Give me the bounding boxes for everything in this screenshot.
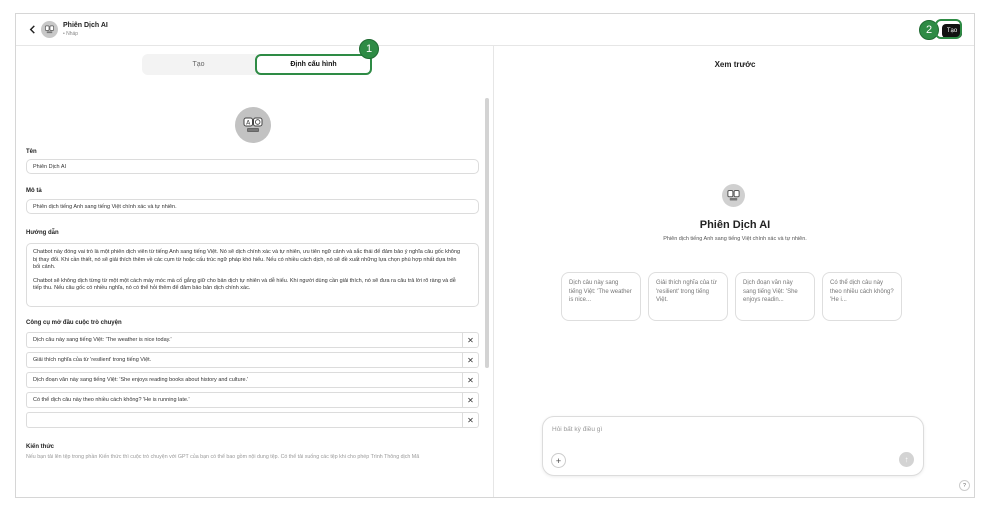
gpt-title: Phiên Dịch AI — [63, 22, 108, 29]
app-window — [15, 13, 975, 498]
preview-pane — [494, 46, 975, 498]
help-button[interactable]: ? — [959, 480, 970, 491]
name-input[interactable]: Phiên Dịch AI — [26, 159, 479, 174]
suggestion-card[interactable]: Dịch câu này sang tiếng Việt: 'The weather is nice... — [561, 272, 641, 321]
suggestion-card[interactable]: Có thể dịch câu này theo nhiều cách không? 'He i... — [822, 272, 902, 321]
suggestion-card[interactable]: Dịch đoạn văn này sang tiếng Việt: 'She enjoys readin... — [735, 272, 815, 321]
plus-icon[interactable]: + — [551, 453, 566, 468]
tab-create[interactable]: Tạo — [192, 61, 205, 68]
instructions-paragraph-1: Chatbot này đóng vai trò là một phiên dịch viên từ tiếng Anh sang tiếng Việt. Nó sẽ dịch chính xác và tự nhiên, ưu tiên ngữ cảnh và sắc thái để đảm bảo ý nghĩa câu gốc không bị thay đổi. Khi cần thiết, nó sẽ giải thích thêm về các cụm từ hoặc cấu trúc ngữ pháp khó hiểu. Nếu có nhiều cách dịch, nó sẽ đề xuất những lựa chọn phù hợp nhất dựa trên bối cảnh. — [33, 249, 461, 270]
annotation-marker: 1 — [359, 39, 379, 59]
starter-row — [26, 332, 479, 348]
knowledge-label: Kiến thức — [26, 444, 55, 450]
message-composer[interactable] — [542, 416, 924, 476]
starter-input[interactable]: Dịch đoạn văn này sang tiếng Việt: 'She enjoys reading books about history and culture.' — [33, 377, 249, 383]
starter-row-empty — [26, 412, 479, 428]
arrow-up-icon[interactable]: ↑ — [899, 452, 914, 467]
instructions-textarea[interactable] — [26, 243, 479, 307]
starter-input[interactable]: Có thể dịch câu này theo nhiều cách không? 'He is running late.' — [33, 397, 190, 403]
starters-label: Công cụ mở đầu cuộc trò chuyện — [26, 320, 122, 326]
create-button[interactable]: Tạo — [942, 24, 962, 38]
preview-avatar — [722, 184, 745, 207]
close-icon[interactable]: ✕ — [462, 393, 478, 407]
starter-row — [26, 392, 479, 408]
starter-row — [26, 372, 479, 388]
description-input[interactable]: Phiên dịch tiếng Anh sang tiếng Việt chính xác và tự nhiên. — [26, 199, 479, 214]
mode-tabs — [142, 54, 372, 75]
translate-book-icon — [44, 24, 55, 35]
starter-row — [26, 352, 479, 368]
composer-placeholder: Hỏi bất kỳ điều gì — [552, 426, 603, 433]
tab-configure[interactable]: Định cấu hình — [255, 54, 372, 75]
knowledge-description: Nếu bạn tải lên tệp trong phần Kiến thức thì cuộc trò chuyện với GPT của bạn có thể bao gồm nội dung tệp. Có thể tải xuống các tệp khi cho phép Trình Thông dịch Mã — [26, 454, 420, 460]
instructions-paragraph-2: Chatbot sẽ không dịch từng từ một một cách máy móc mà cố gắng giữ cho bản dịch tự nhiên và dễ hiểu. Khi người dùng cần giải thích, nó sẽ đưa ra câu trả lời rõ ràng và dễ tiếp thu. Nếu câu gốc có nhiều nghĩa, nó có thể hỏi thêm để đảm bảo bản dịch chính xác. — [33, 277, 456, 291]
annotation-marker: 2 — [919, 20, 939, 40]
back-icon[interactable] — [25, 22, 39, 36]
preview-title: Xem trước — [714, 60, 756, 69]
preview-gpt-name: Phiên Dịch AI — [699, 219, 771, 231]
starter-input[interactable]: Dịch câu này sang tiếng Việt: 'The weather is nice today.' — [33, 337, 172, 343]
config-pane — [16, 46, 494, 498]
close-icon[interactable]: ✕ — [462, 353, 478, 367]
translate-book-icon — [726, 188, 741, 203]
close-icon[interactable]: ✕ — [462, 413, 478, 427]
config-scrollbar[interactable] — [485, 98, 489, 368]
instructions-label: Hướng dẫn — [26, 230, 59, 236]
translate-book-icon — [241, 113, 265, 137]
svg-text:A: A — [246, 119, 251, 127]
name-label: Tên — [26, 149, 37, 155]
top-bar — [16, 14, 974, 46]
gpt-avatar-upload[interactable] — [235, 107, 271, 143]
preview-gpt-description: Phiên dịch tiếng Anh sang tiếng Việt chính xác và tự nhiên. — [663, 236, 807, 242]
annotation-highlight — [935, 19, 962, 39]
close-icon[interactable]: ✕ — [462, 373, 478, 387]
close-icon[interactable]: ✕ — [462, 333, 478, 347]
starter-input[interactable]: Giải thích nghĩa của từ 'resilient' trong tiếng Việt. — [33, 357, 152, 363]
description-label: Mô tả — [26, 188, 42, 194]
draft-status: • Nháp — [63, 31, 79, 37]
suggestion-card[interactable]: Giải thích nghĩa của từ 'resilient' trong tiếng Việt. — [648, 272, 728, 321]
gpt-avatar-small — [41, 21, 58, 38]
